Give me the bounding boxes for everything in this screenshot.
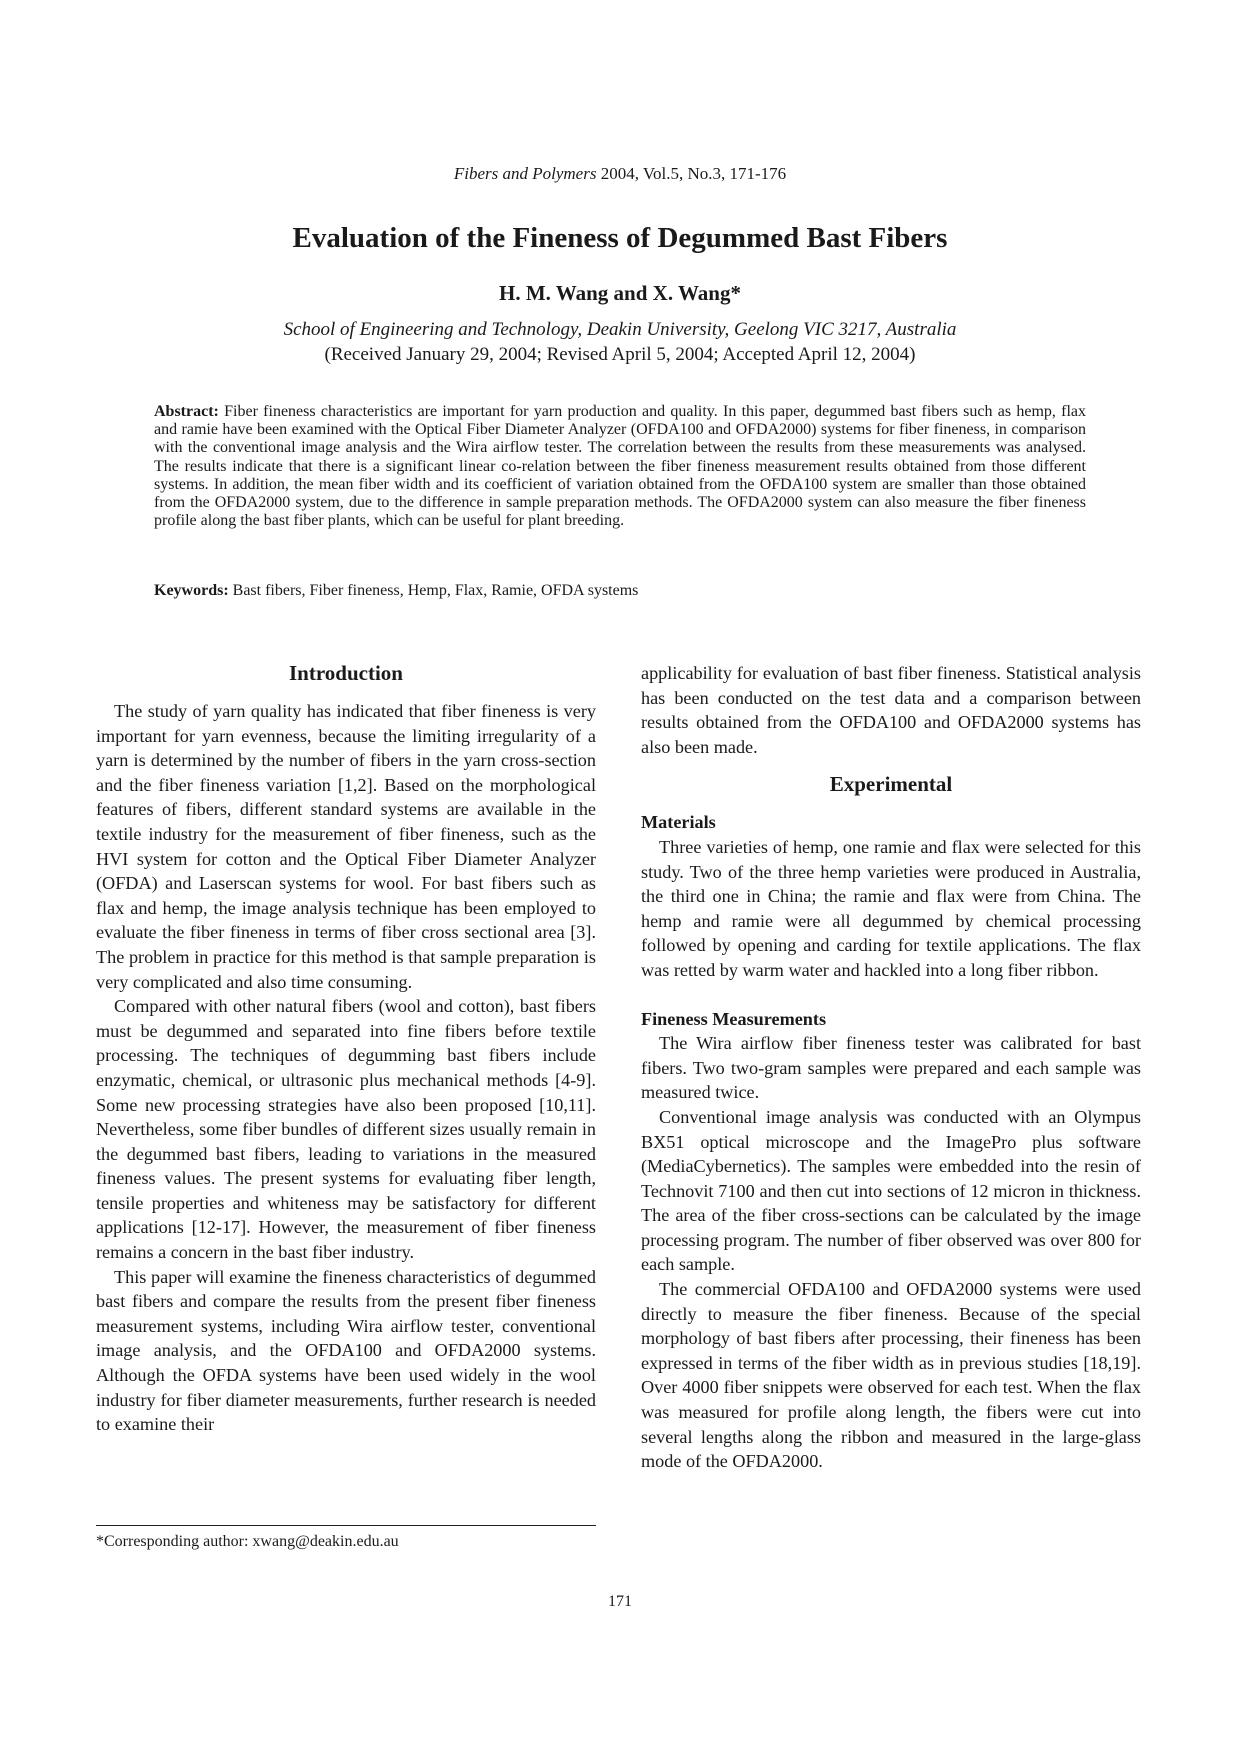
corresponding-author-footnote: *Corresponding author: xwang@deakin.edu.au xyxy=(96,1533,399,1550)
journal-header xyxy=(0,164,1240,184)
journal-info: 2004, Vol.5, No.3, 171-176 xyxy=(596,164,787,183)
experimental-heading: Experimental xyxy=(829,772,953,797)
abstract xyxy=(154,403,1086,530)
footnote-divider xyxy=(96,1525,596,1526)
left-column xyxy=(96,661,596,1437)
right-column xyxy=(641,661,1141,1474)
materials-paragraph: Three varieties of hemp, one ramie and flax were selected for this study. Two of the three hemp varieties were produced in Australia, the third one in China; the ramie and flax were from China. The hemp and ramie were all degummed by chemical processing followed by opening and carding for textile applications. The flax was retted by warm water and hackled into a long fiber ribbon. xyxy=(641,836,1141,980)
received-dates: (Received January 29, 2004; Revised April 5, 2004; Accepted April 12, 2004) xyxy=(324,344,916,365)
journal-name: Fibers and Polymers xyxy=(453,164,597,183)
introduction-heading: Introduction xyxy=(289,661,403,685)
keywords-label: Keywords: xyxy=(154,582,229,599)
affiliation: School of Engineering and Technology, Deakin University, Geelong VIC 3217, Australia xyxy=(283,319,957,340)
paper-title: Evaluation of the Fineness of Degummed Bast Fibers xyxy=(292,222,948,254)
intro-paragraph-1: The study of yarn quality has indicated that fiber fineness is very important for yarn evenness, because the limiting irregularity of a yarn is determined by the number of fibers in the yarn cross-section and the fiber fineness variation [1,2]. Based on the morphological features of fibers, different standard systems are available in the textile industry for the measurement of fiber fineness, such as the HVI system for cotton and the Optical Fiber Diameter Analyzer (OFDA) and Laserscan systems for wool. For bast fibers such as flax and hemp, the image analysis technique has been employed to evaluate the fiber fineness in terms of fiber cross sectional area [3]. The problem in practice for this method is that sample preparation is very complicated and also time consuming. xyxy=(96,701,596,992)
intro-continuation: applicability for evaluation of bast fiber fineness. Statistical analysis has been conducted on the test data and a comparison between results obtained from the OFDA100 and OFDA2000 systems has also been made. xyxy=(641,663,1141,757)
abstract-label: Abstract: xyxy=(154,403,219,420)
authors: H. M. Wang and X. Wang* xyxy=(499,281,741,305)
keywords xyxy=(154,582,1086,600)
fineness-paragraph-2: Conventional image analysis was conducted with an Olympus BX51 optical microscope and the ImagePro plus software (MediaCybernetics). The samples were embedded into the resin of Technovit 7100 and then cut into sections of 12 micron in thickness. The area of the fiber cross-sections can be calculated by the image processing program. The number of fiber observed was over 800 for each sample. xyxy=(641,1106,1141,1275)
abstract-text: Fiber fineness characteristics are important for yarn production and quality. In this paper, degummed bast fibers such as hemp, flax and ramie have been examined with the Optical Fiber Diameter Analyzer (OFDA100 and OFDA2000) systems for fiber fineness, in comparison with the conventional image analysis and the Wira airflow tester. The correlation between the results from these measurements was analysed. The results indicate that there is a significant linear co-relation between the fiber fineness measurement results obtained from those different systems. In addition, the mean fiber width and its coefficient of variation obtained from the OFDA100 system are smaller than those obtained from the OFDA2000 system, due to the difference in sample preparation methods. The OFDA2000 system can also measure the fiber fineness profile along the bast fiber plants, which can be useful for plant breeding. xyxy=(154,403,1087,530)
keywords-text: Bast fibers, Fiber fineness, Hemp, Flax, Ramie, OFDA systems xyxy=(232,582,639,599)
fineness-paragraph-1: The Wira airflow fiber fineness tester was calibrated for bast fibers. Two two-gram samples were prepared and each sample was measured twice. xyxy=(641,1033,1141,1103)
intro-paragraph-3: This paper will examine the fineness characteristics of degummed bast fibers and compare the results from the present fiber fineness measurement systems, including Wira airflow tester, conventional image analysis, and the OFDA100 and OFDA2000 systems. Although the OFDA systems have been used widely in the wool industry for fiber diameter measurements, further research is needed to examine their xyxy=(96,1266,596,1435)
fineness-paragraph-3: The commercial OFDA100 and OFDA2000 systems were used directly to measure the fiber fineness. Because of the special morphology of bast fibers after processing, their fineness has been expressed in terms of the fiber width as in previous studies [18,19]. Over 4000 fiber snippets were observed for each test. When the flax was measured for profile along length, the fibers were cut into several lengths along the ribbon and measured in the large-glass mode of the OFDA2000. xyxy=(641,1279,1141,1472)
intro-paragraph-2: Compared with other natural fibers (wool and cotton), bast fibers must be degummed and separated into fine fibers before textile processing. The techniques of degumming bast fibers include enzymatic, chemical, or ultrasonic plus mechanical methods [4-9]. Some new processing strategies have also been proposed [10,11]. Nevertheless, some fiber bundles of different sizes usually remain in the degummed bast fibers, leading to variations in the measured fineness values. The present systems for evaluating fiber length, tensile properties and whiteness may be satisfactory for different applications [12-17]. However, the measurement of fiber fineness remains a concern in the bast fiber industry. xyxy=(96,996,596,1263)
fineness-heading: Fineness Measurements xyxy=(641,1008,827,1029)
page-number: 171 xyxy=(608,1593,632,1610)
materials-heading: Materials xyxy=(641,812,716,833)
